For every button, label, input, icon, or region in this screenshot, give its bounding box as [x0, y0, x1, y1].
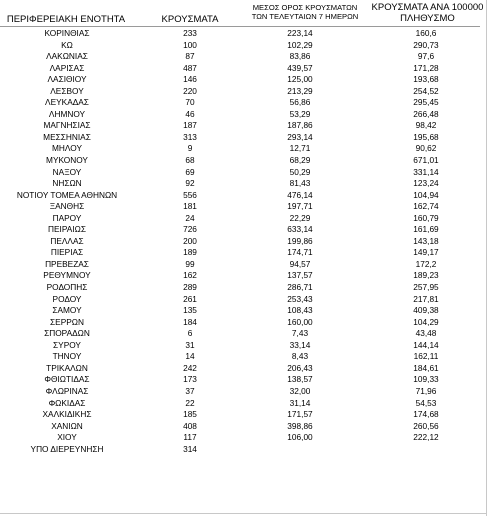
table-row [0, 363, 480, 375]
cases-cell: 9 [187, 143, 193, 154]
average-cell: 439,57 [287, 62, 313, 73]
average-cell: 7,43 [291, 328, 309, 339]
table-row [0, 328, 480, 340]
cases-cell: 24 [185, 212, 195, 223]
per-100000-cell: 266,48 [413, 108, 439, 119]
cases-cell: 487 [183, 62, 197, 73]
per-100000-cell: 160,6 [415, 28, 437, 38]
per-100000-cell: 109,33 [413, 374, 439, 385]
table-row [0, 305, 480, 317]
table-row [0, 40, 480, 52]
table-row [0, 340, 480, 352]
cases-cell: 173 [183, 374, 197, 385]
region-cell: ΚΟΡΙΝΘΙΑΣ [44, 28, 90, 38]
per-100000-cell: 172,2 [415, 258, 437, 269]
per-100000-cell: 189,23 [413, 270, 439, 281]
average-cell: 476,14 [287, 189, 313, 200]
per-100000-cell: 222,12 [413, 432, 439, 443]
region-cell: ΠΕΛΛΑΣ [50, 235, 84, 246]
region-cell: ΜΥΚΟΝΟΥ [46, 155, 88, 166]
header-divider [0, 26, 480, 27]
region-cell: ΜΑΓΝΗΣΙΑΣ [43, 120, 91, 131]
cases-cell: 68 [185, 155, 195, 166]
average-cell: 199,86 [287, 235, 313, 246]
region-cell: ΠΑΡΟΥ [52, 212, 82, 223]
per-100000-cell: 671,01 [413, 155, 439, 166]
per-100000-cell: 331,14 [413, 166, 439, 177]
per-100000-cell: 409,38 [413, 305, 439, 316]
per-100000-cell: 174,68 [413, 409, 439, 420]
per-100000-cell: 162,74 [413, 201, 439, 212]
table-row [0, 224, 480, 236]
region-cell: ΛΗΜΝΟΥ [48, 108, 86, 119]
table-row [0, 63, 480, 75]
per-100000-cell: 97,6 [417, 51, 435, 62]
cases-cell: 31 [185, 339, 195, 350]
per-100000-cell: 43,48 [415, 328, 437, 339]
region-cell: ΝΑΞΟΥ [52, 166, 82, 177]
table-row [0, 351, 480, 363]
table-row [0, 398, 480, 410]
per-100000-cell: 144,14 [413, 339, 439, 350]
table-row [0, 201, 480, 213]
region-cell: ΚΩ [61, 39, 73, 50]
table-row [0, 74, 480, 86]
cases-cell: 46 [185, 108, 195, 119]
header-avg-line-2: ΤΩΝ ΤΕΛΕΥΤΑΙΩΝ 7 ΗΜΕΡΩΝ [251, 12, 359, 21]
table-row [0, 421, 480, 433]
header-per-line-2: ΠΛΗΘΥΣΜΟ [400, 13, 455, 24]
region-cell: ΛΕΥΚΑΔΑΣ [45, 97, 89, 108]
average-cell: 12,71 [289, 143, 311, 154]
cases-cell: 220 [183, 85, 197, 96]
region-cell: ΛΕΣΒΟΥ [50, 85, 84, 96]
region-cell: ΛΑΚΩΝΙΑΣ [46, 51, 88, 62]
cases-cell: 261 [183, 293, 197, 304]
per-100000-cell: 160,79 [413, 212, 439, 223]
table-row [0, 109, 480, 121]
cases-cell: 726 [183, 224, 197, 235]
table-row [0, 132, 480, 144]
cases-cell: 408 [183, 420, 197, 431]
region-cell: ΛΑΡΙΣΑΣ [49, 62, 85, 73]
table-row [0, 386, 480, 398]
table-row [0, 28, 480, 40]
table-row [0, 294, 480, 306]
cases-cell: 22 [185, 397, 195, 408]
region-cell: ΣΕΡΡΩΝ [50, 316, 84, 327]
average-cell: 187,86 [287, 120, 313, 131]
average-cell: 213,29 [287, 85, 313, 96]
average-cell: 106,00 [287, 432, 313, 443]
average-cell: 56,86 [289, 97, 311, 108]
table-row [0, 120, 480, 132]
average-cell: 83,86 [289, 51, 311, 62]
header-avg-line-1: ΜΕΣΟΣ ΟΡΟΣ ΚΡΟΥΣΜΑΤΩΝ [252, 3, 358, 12]
average-cell: 293,14 [287, 131, 313, 142]
table-row [0, 247, 480, 259]
table-row [0, 259, 480, 271]
average-cell: 286,71 [287, 282, 313, 293]
per-100000-cell: 295,45 [413, 97, 439, 108]
table-row [0, 213, 480, 225]
cases-cell: 37 [185, 385, 195, 396]
region-cell: ΜΗΛΟΥ [52, 143, 82, 154]
table-row [0, 167, 480, 179]
average-cell: 31,14 [289, 397, 311, 408]
per-100000-cell: 90,62 [415, 143, 437, 154]
average-cell: 68,29 [289, 155, 311, 166]
per-100000-cell: 257,95 [413, 282, 439, 293]
table-row [0, 190, 480, 202]
region-cell: ΧΑΝΙΩΝ [51, 420, 83, 431]
average-cell: 398,86 [287, 420, 313, 431]
per-100000-cell: 143,18 [413, 235, 439, 246]
region-cell: ΣΠΟΡΑΔΩΝ [44, 328, 90, 339]
per-100000-cell: 290,73 [413, 39, 439, 50]
per-100000-cell: 217,81 [413, 293, 439, 304]
per-100000-cell: 104,94 [413, 189, 439, 200]
per-100000-cell: 171,28 [413, 62, 439, 73]
region-cell: ΧΑΛΚΙΔΙΚΗΣ [42, 409, 92, 420]
cases-cell: 14 [185, 351, 195, 362]
cases-cell: 187 [183, 120, 197, 131]
region-cell: ΡΟΔΟΥ [52, 293, 82, 304]
cases-cell: 313 [183, 131, 197, 142]
region-cell: ΣΥΡΟΥ [53, 339, 81, 350]
table-row [0, 97, 480, 109]
region-cell: ΞΑΝΘΗΣ [49, 201, 85, 212]
average-cell: 94,57 [289, 258, 311, 269]
per-100000-cell: 184,61 [413, 362, 439, 373]
header-region: ΠΕΡΙΦΕΡΕΙΑΚΗ ΕΝΟΤΗΤΑ [6, 14, 126, 25]
cases-cell: 6 [187, 328, 193, 339]
average-cell: 108,43 [287, 305, 313, 316]
average-cell: 223,14 [287, 28, 313, 38]
cases-cell: 87 [185, 51, 195, 62]
table-row [0, 86, 480, 98]
cases-cell: 242 [183, 362, 197, 373]
region-cell: ΣΑΜΟΥ [52, 305, 82, 316]
region-cell: ΝΟΤΙΟΥ ΤΟΜΕΑ ΑΘΗΝΩΝ [16, 189, 118, 200]
average-cell: 22,29 [289, 212, 311, 223]
cases-cell: 70 [185, 97, 195, 108]
average-cell: 138,57 [287, 374, 313, 385]
table-row [0, 270, 480, 282]
per-100000-cell: 149,17 [413, 247, 439, 258]
table-row [0, 178, 480, 190]
cases-cell: 185 [183, 409, 197, 420]
header-per-line-1: ΚΡΟΥΣΜΑΤΑ ΑΝΑ 100000 [371, 2, 484, 13]
cases-cell: 69 [185, 166, 195, 177]
table-row [0, 374, 480, 386]
average-cell: 81,43 [289, 178, 311, 189]
table-row [0, 409, 480, 421]
region-cell: ΦΩΚΙΔΑΣ [48, 397, 86, 408]
table-row [0, 317, 480, 329]
average-cell: 171,57 [287, 409, 313, 420]
average-cell: 197,71 [287, 201, 313, 212]
per-100000-cell: 161,69 [413, 224, 439, 235]
region-cell: ΡΟΔΟΠΗΣ [46, 282, 88, 293]
average-cell: 8,43 [291, 351, 309, 362]
average-cell: 102,29 [287, 39, 313, 50]
per-100000-cell: 260,56 [413, 420, 439, 431]
average-cell: 53,29 [289, 108, 311, 119]
region-cell: ΧΙΟΥ [57, 432, 77, 443]
cases-cell: 99 [185, 258, 195, 269]
average-cell: 125,00 [287, 74, 313, 85]
region-cell: ΛΑΣΙΘΙΟΥ [47, 74, 87, 85]
per-100000-cell: 123,24 [413, 178, 439, 189]
cases-cell: 100 [183, 39, 197, 50]
per-100000-cell: 104,29 [413, 316, 439, 327]
cases-cell: 135 [183, 305, 197, 316]
region-cell: ΠΡΕΒΕΖΑΣ [45, 258, 89, 269]
region-cell: ΦΛΩΡΙΝΑΣ [45, 385, 89, 396]
average-cell: 32,00 [289, 385, 311, 396]
cases-cell: 146 [183, 74, 197, 85]
average-cell: 633,14 [287, 224, 313, 235]
per-100000-cell: 71,96 [415, 385, 437, 396]
cases-cell: 92 [185, 178, 195, 189]
average-cell: 50,29 [289, 166, 311, 177]
cases-cell: 181 [183, 201, 197, 212]
cases-cell: 200 [183, 235, 197, 246]
cases-cell: 289 [183, 282, 197, 293]
table-row [0, 236, 480, 248]
per-100000-cell: 98,42 [415, 120, 437, 131]
table-row [0, 143, 480, 155]
per-100000-cell: 254,52 [413, 85, 439, 96]
region-cell: ΥΠΟ ΔΙΕΡΕΥΝΗΣΗ [30, 443, 104, 454]
cases-cell: 162 [183, 270, 197, 281]
cases-cell: 184 [183, 316, 197, 327]
cases-cell: 314 [183, 443, 197, 454]
average-cell: 137,57 [287, 270, 313, 281]
average-cell: 33,14 [289, 339, 311, 350]
region-cell: ΝΗΣΩΝ [52, 178, 82, 189]
table-row [0, 432, 480, 444]
table-row [0, 51, 480, 63]
per-100000-cell: 54,53 [415, 397, 437, 408]
header-cases: ΚΡΟΥΣΜΑΤΑ [161, 14, 219, 25]
region-cell: ΤΡΙΚΑΛΩΝ [46, 362, 88, 373]
region-cell: ΠΙΕΡΙΑΣ [50, 247, 84, 258]
cases-cell: 189 [183, 247, 197, 258]
cases-cell: 556 [183, 189, 197, 200]
table-row [0, 282, 480, 294]
per-100000-cell: 195,68 [413, 131, 439, 142]
per-100000-cell: 193,68 [413, 74, 439, 85]
average-cell: 160,00 [287, 316, 313, 327]
average-cell: 206,43 [287, 362, 313, 373]
per-100000-cell: 162,11 [413, 351, 439, 362]
region-cell: ΤΗΝΟΥ [52, 351, 82, 362]
table-row [0, 444, 480, 456]
cases-cell: 233 [183, 28, 197, 38]
average-cell: 174,71 [287, 247, 313, 258]
region-cell: ΠΕΙΡΑΙΩΣ [48, 224, 86, 235]
region-cell: ΦΘΙΩΤΙΔΑΣ [44, 374, 90, 385]
cases-cell: 117 [183, 432, 197, 443]
header-cases-per-100000 [365, 2, 490, 24]
bottom-border [0, 513, 486, 514]
table-body [0, 28, 480, 455]
average-cell: 253,43 [287, 293, 313, 304]
header-seven-day-average [245, 3, 365, 21]
region-cell: ΜΕΣΣΗΝΙΑΣ [43, 131, 91, 142]
region-cell: ΡΕΘΥΜΝΟΥ [43, 270, 91, 281]
table-row [0, 155, 480, 167]
